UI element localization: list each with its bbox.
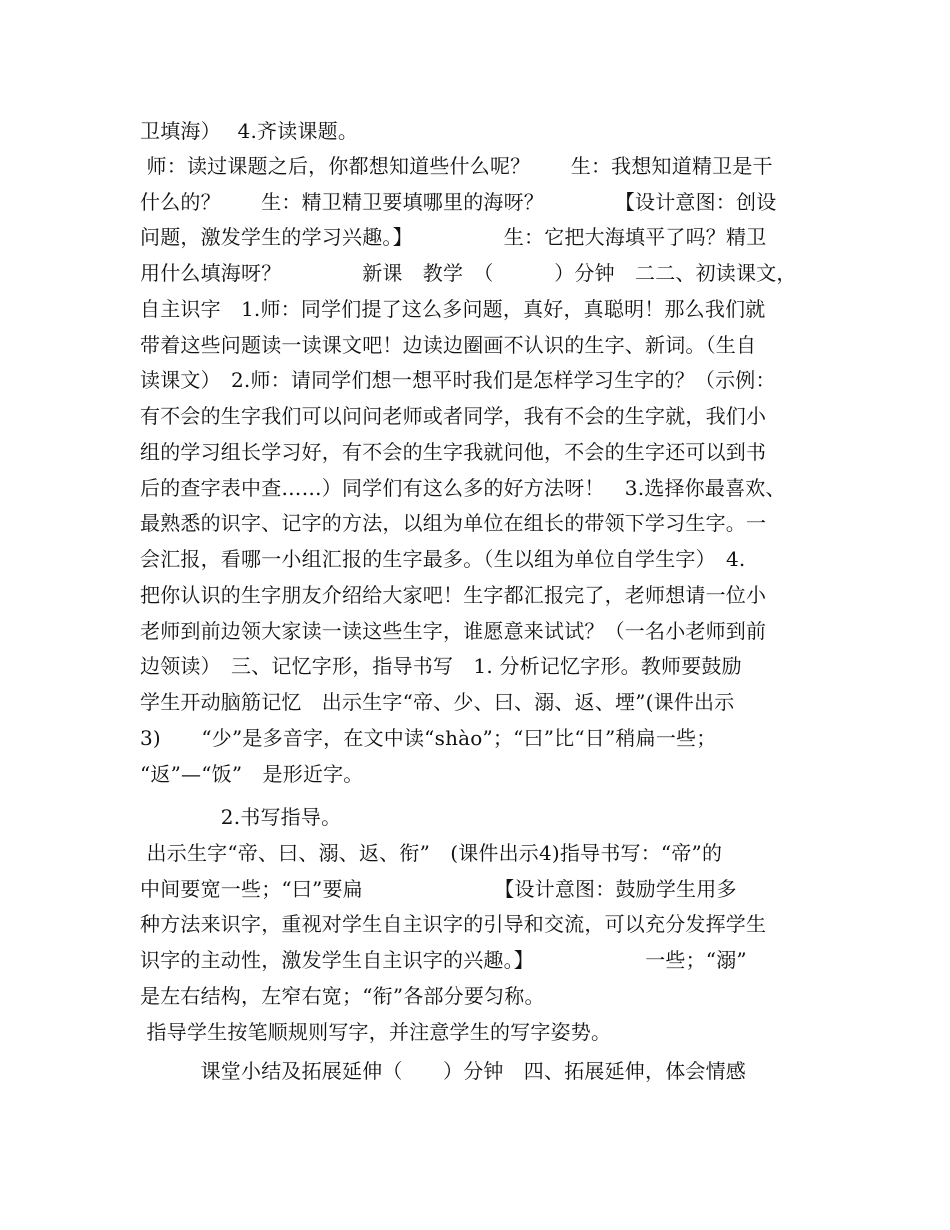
text-line: 把你认识的生字朋友介绍给大家吧！生字都汇报完了，老师想请一位小: [140, 583, 767, 607]
text-line: 师：读过课题之后，你都想知道些什么呢？ 生：我想知道精卫是干: [140, 154, 773, 178]
text-line: 指导学生按笔顺规则写字，并注意学生的写字姿势。: [140, 1020, 612, 1044]
text-line: 2.书写指导。: [140, 805, 342, 829]
text-line: 后的查字表中查……）同学们有这么多的好方法呀！ 3.选择你最喜欢、: [140, 476, 786, 500]
text-line: 边领读） 三、记忆字形，指导书写 1. 分析记忆字形。教师要鼓励: [140, 654, 742, 678]
text-line: 卫填海） 4.齐读课题。: [140, 119, 359, 143]
text-line: “返”—“饭” 是形近字。: [140, 762, 364, 786]
text-line: 组的学习组长学习好，有不会的生字我就问他，不会的生字还可以到书: [140, 440, 767, 464]
text-line: 问题，激发学生的学习兴趣。】 生：它把大海填平了吗？精卫: [140, 225, 767, 249]
text-line: 什么的？ 生：精卫精卫要填哪里的海呀？ 【设计意图：创设: [140, 190, 777, 214]
text-line: 是左右结构，左窄右宽；“衔”各部分要匀称。: [140, 984, 545, 1008]
text-line: 出示生字“帝、曰、溺、返、衔” (课件出示4)指导书写：“帝”的: [140, 841, 723, 865]
text-line: 种方法来识字，重视对学生自主识字的引导和交流，可以充分发挥学生: [140, 912, 767, 936]
text-line: 读课文） 2.师：请同学们想一想平时我们是怎样学习生字的？（示例：: [140, 368, 776, 392]
text-line: 3) “少”是多音字，在文中读“shào”；“曰”比“日”稍扁一些；: [140, 726, 717, 750]
text-line: 最熟悉的识字、记字的方法，以组为单位在组长的带领下学习生字。一: [140, 511, 767, 535]
text-line: 有不会的生字我们可以问问老师或者同学，我有不会的生字就，我们小: [140, 404, 767, 428]
text-line: 自主识字 1.师：同学们提了这么多问题，真好，真聪明！那么我们就: [140, 297, 766, 321]
text-line: 识字的主动性，激发学生自主识字的兴趣。】 一些；“溺”: [140, 948, 747, 972]
text-line: 会汇报，看哪一小组汇报的生字最多。（生以组为单位自学生字） 4.: [140, 547, 746, 571]
text-line: 课堂小结及拓展延伸（ ）分钟 四、拓展延伸，体会情感: [140, 1059, 746, 1083]
text-line: 带着这些问题读一读课文吧！边读边圈画不认识的生字、新词。（生自: [140, 333, 757, 357]
text-line: 老师到前边领大家读一读这些生字，谁愿意来试试？（一名小老师到前: [140, 619, 767, 643]
text-line: 学生开动脑筋记忆 出示生字“帝、少、曰、溺、返、堙”(课件出示: [140, 690, 735, 714]
text-line: 中间要宽一些；“曰”要扁 【设计意图：鼓励学生用多: [140, 877, 737, 901]
text-line: 用什么填海呀？ 新课 教学 （ ）分钟 二二、初读课文，: [140, 261, 797, 285]
